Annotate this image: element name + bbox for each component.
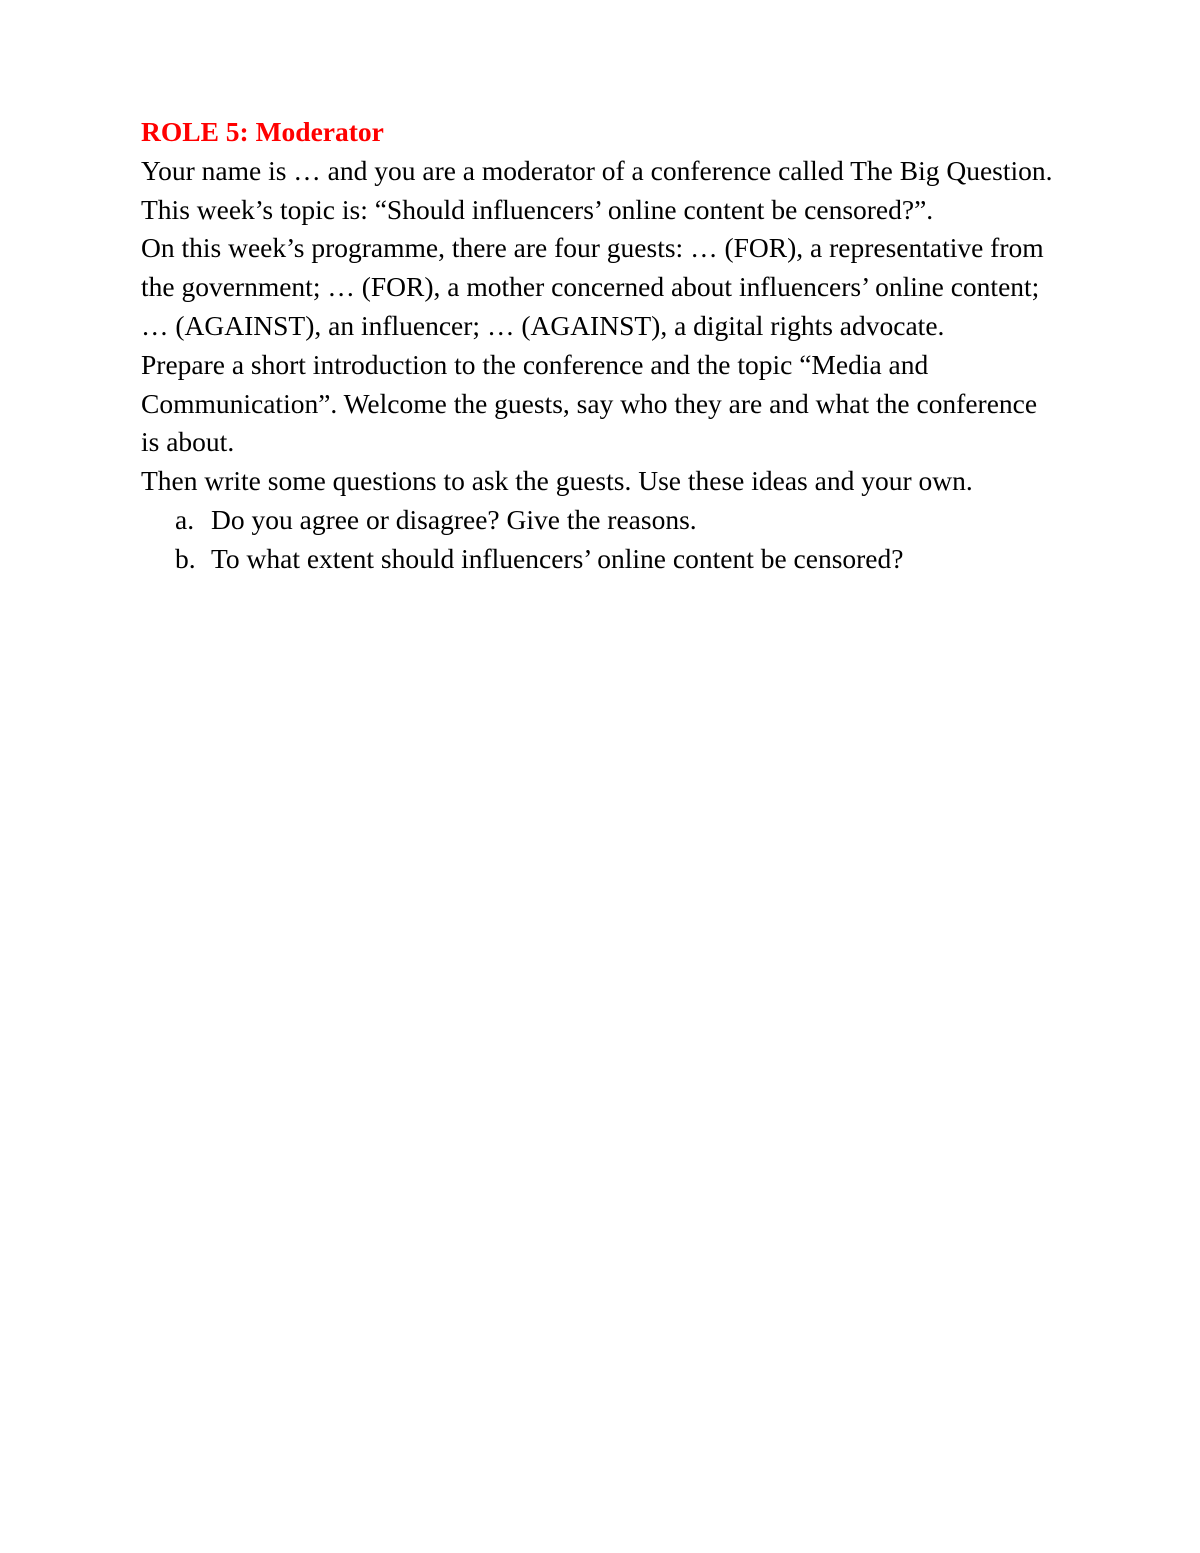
question-marker: b. — [175, 542, 196, 574]
question-list — [141, 501, 1061, 579]
question-marker: a. — [175, 503, 195, 535]
questions-instruction: Then write some questions to ask the guests. Use these ideas and your own. — [141, 465, 973, 497]
intro-paragraph: Your name is … and you are a moderator of a conference called The Big Question. This week’s topic is: “Should influencers’ online content be censored?”. — [141, 154, 1053, 225]
question-text: To what extent should influencers’ online content be censored? — [211, 542, 904, 574]
preparation-paragraph: Prepare a short introduction to the conference and the topic “Media and Communication”. Welcome the guests, say who they are and what the conference is about. — [141, 348, 1038, 458]
guests-paragraph: On this week’s programme, there are four guests: … (FOR), a representative from the government; … (FOR), a mother concerned about influencers’ online content; … (AGAINST), an influencer; … (AGAINST), a digital rights advocate. — [141, 232, 1044, 341]
role-heading: ROLE 5: Moderator — [141, 116, 384, 147]
question-text: Do you agree or disagree? Give the reasons. — [211, 503, 697, 535]
question-item-b — [141, 540, 1061, 579]
document-body — [141, 113, 1061, 579]
question-item-a — [141, 501, 1061, 540]
